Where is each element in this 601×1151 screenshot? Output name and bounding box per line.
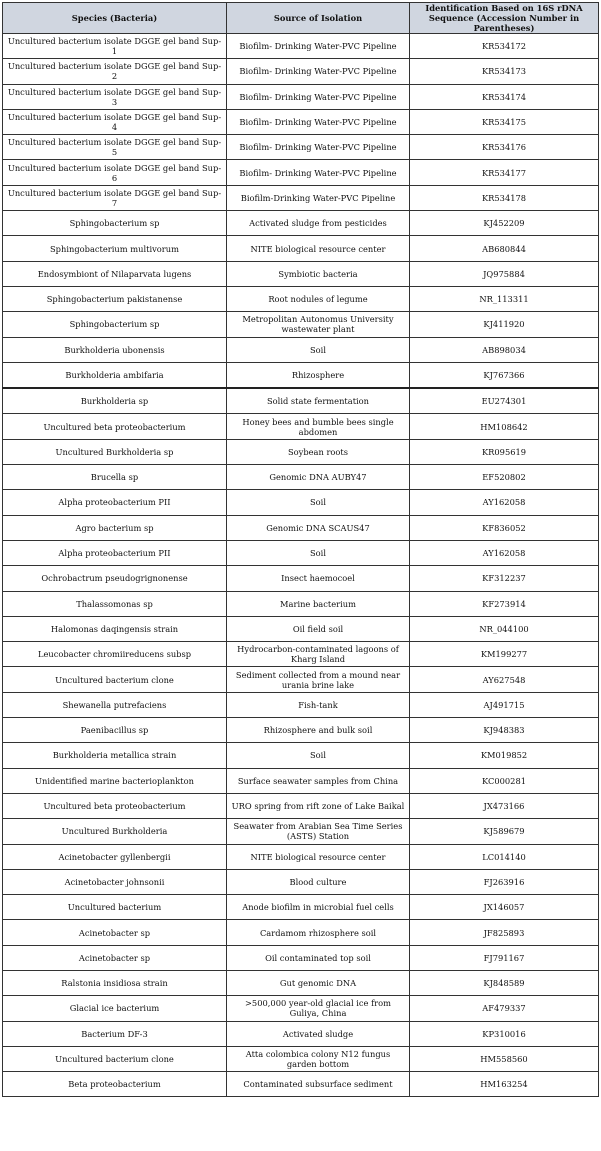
species-cell: Uncultured bacterium — [3, 895, 227, 920]
source-cell: Hydrocarbon-contaminated lagoons of Kharg Island — [227, 642, 410, 667]
accession-cell: KF312237 — [410, 566, 599, 591]
species-cell: Uncultured bacterium isolate DGGE gel band Sup-4 — [3, 109, 227, 134]
accession-cell: KM019852 — [410, 743, 599, 768]
accession-cell: KR534175 — [410, 109, 599, 134]
species-cell: Uncultured beta proteobacterium — [3, 414, 227, 439]
source-cell: Oil contaminated top soil — [227, 945, 410, 970]
source-cell: Solid state fermentation — [227, 388, 410, 414]
species-cell: Endosymbiont of Nilaparvata lugens — [3, 261, 227, 286]
accession-cell: KJ948383 — [410, 718, 599, 743]
species-cell: Ralstonia insidiosa strain — [3, 970, 227, 995]
species-cell: Sphingobacterium pakistanense — [3, 286, 227, 311]
source-cell: Metropolitan Autonomus University wastewater plant — [227, 312, 410, 337]
source-cell: Sediment collected from a mound near urania brine lake — [227, 667, 410, 692]
source-cell: Contaminated subsurface sediment — [227, 1072, 410, 1097]
accession-cell: AY162058 — [410, 490, 599, 515]
accession-cell: EU274301 — [410, 388, 599, 414]
accession-cell: KR534173 — [410, 59, 599, 84]
table-row — [3, 743, 599, 768]
table-row — [3, 793, 599, 818]
source-cell: Biofilm- Drinking Water-PVC Pipeline — [227, 109, 410, 134]
accession-cell: AY627548 — [410, 667, 599, 692]
accession-cell: KR534178 — [410, 185, 599, 210]
table-row — [3, 185, 599, 210]
table-row — [3, 616, 599, 641]
species-cell: Uncultured bacterium isolate DGGE gel band Sup-1 — [3, 34, 227, 59]
table-row — [3, 388, 599, 414]
species-cell: Sphingobacterium multivorum — [3, 236, 227, 261]
source-cell: Genomic DNA SCAUS47 — [227, 515, 410, 540]
table-row — [3, 34, 599, 59]
source-cell: Soil — [227, 490, 410, 515]
accession-cell: AF479337 — [410, 996, 599, 1021]
table-row — [3, 768, 599, 793]
accession-cell: LC014140 — [410, 844, 599, 869]
table-row — [3, 667, 599, 692]
source-cell: Root nodules of legume — [227, 286, 410, 311]
header-identification: Identification Based on 16S rDNA Sequence (Accession Number in Parentheses) — [410, 3, 599, 34]
species-cell: Leucobacter chromiireducens subsp — [3, 642, 227, 667]
species-cell: Uncultured bacterium isolate DGGE gel band Sup-6 — [3, 160, 227, 185]
species-cell: Burkholderia sp — [3, 388, 227, 414]
table-row — [3, 540, 599, 565]
source-cell: NITE biological resource center — [227, 236, 410, 261]
table-row — [3, 844, 599, 869]
source-cell: Biofilm- Drinking Water-PVC Pipeline — [227, 135, 410, 160]
header-row — [3, 3, 599, 34]
table-row — [3, 211, 599, 236]
table-row — [3, 414, 599, 439]
table-row — [3, 312, 599, 337]
source-cell: Soil — [227, 743, 410, 768]
source-cell: Honey bees and bumble bees single abdomen — [227, 414, 410, 439]
accession-cell: FJ263916 — [410, 869, 599, 894]
source-cell: Genomic DNA AUBY47 — [227, 465, 410, 490]
table-row — [3, 895, 599, 920]
table-row — [3, 945, 599, 970]
table-row — [3, 996, 599, 1021]
table-row — [3, 718, 599, 743]
bacteria-table — [2, 2, 599, 1097]
table-row — [3, 566, 599, 591]
source-cell: Rhizosphere — [227, 362, 410, 388]
species-cell: Burkholderia metallica strain — [3, 743, 227, 768]
source-cell: Symbiotic bacteria — [227, 261, 410, 286]
source-cell: Cardamom rhizosphere soil — [227, 920, 410, 945]
species-cell: Acinetobacter johnsonii — [3, 869, 227, 894]
accession-cell: JX473166 — [410, 793, 599, 818]
accession-cell: KJ589679 — [410, 819, 599, 844]
source-cell: Gut genomic DNA — [227, 970, 410, 995]
accession-cell: KJ452209 — [410, 211, 599, 236]
table-header — [3, 3, 599, 34]
species-cell: Uncultured bacterium isolate DGGE gel band Sup-5 — [3, 135, 227, 160]
table-row — [3, 1046, 599, 1071]
table-row — [3, 160, 599, 185]
accession-cell: JQ975884 — [410, 261, 599, 286]
species-cell: Uncultured bacterium clone — [3, 1046, 227, 1071]
species-cell: Alpha proteobacterium PII — [3, 490, 227, 515]
table-row — [3, 362, 599, 388]
table-row — [3, 261, 599, 286]
species-cell: Shewanella putrefaciens — [3, 692, 227, 717]
accession-cell: AB680844 — [410, 236, 599, 261]
source-cell: Surface seawater samples from China — [227, 768, 410, 793]
table-row — [3, 591, 599, 616]
species-cell: Sphingobacterium sp — [3, 211, 227, 236]
source-cell: Anode biofilm in microbial fuel cells — [227, 895, 410, 920]
species-cell: Thalassomonas sp — [3, 591, 227, 616]
accession-cell: KJ411920 — [410, 312, 599, 337]
source-cell: Biofilm- Drinking Water-PVC Pipeline — [227, 34, 410, 59]
source-cell: URO spring from rift zone of Lake Baikal — [227, 793, 410, 818]
species-cell: Uncultured bacterium isolate DGGE gel band Sup-3 — [3, 84, 227, 109]
table-row — [3, 135, 599, 160]
table-row — [3, 109, 599, 134]
source-cell: Soybean roots — [227, 439, 410, 464]
species-cell: Uncultured bacterium isolate DGGE gel band Sup-7 — [3, 185, 227, 210]
accession-cell: NR_113311 — [410, 286, 599, 311]
species-cell: Acinetobacter sp — [3, 945, 227, 970]
species-cell: Unidentified marine bacterioplankton — [3, 768, 227, 793]
source-cell: Marine bacterium — [227, 591, 410, 616]
accession-cell: FJ791167 — [410, 945, 599, 970]
source-cell: Soil — [227, 540, 410, 565]
accession-cell: NR_044100 — [410, 616, 599, 641]
accession-cell: KM199277 — [410, 642, 599, 667]
table-row — [3, 286, 599, 311]
accession-cell: KR095619 — [410, 439, 599, 464]
table-row — [3, 439, 599, 464]
source-cell: Oil field soil — [227, 616, 410, 641]
species-cell: Paenibacillus sp — [3, 718, 227, 743]
source-cell: Biofilm-Drinking Water-PVC Pipeline — [227, 185, 410, 210]
species-cell: Uncultured bacterium clone — [3, 667, 227, 692]
header-species: Species (Bacteria) — [3, 3, 227, 34]
accession-cell: KJ767366 — [410, 362, 599, 388]
source-cell: Activated sludge from pesticides — [227, 211, 410, 236]
species-cell: Bacterium DF-3 — [3, 1021, 227, 1046]
source-cell: Atta colombica colony N12 fungus garden bottom — [227, 1046, 410, 1071]
species-cell: Burkholderia ambifaria — [3, 362, 227, 388]
table-row — [3, 1021, 599, 1046]
accession-cell: KR534177 — [410, 160, 599, 185]
species-cell: Agro bacterium sp — [3, 515, 227, 540]
accession-cell: EF520802 — [410, 465, 599, 490]
accession-cell: JF825893 — [410, 920, 599, 945]
table-row — [3, 970, 599, 995]
accession-cell: KF273914 — [410, 591, 599, 616]
accession-cell: AB898034 — [410, 337, 599, 362]
species-cell: Brucella sp — [3, 465, 227, 490]
table-row — [3, 515, 599, 540]
source-cell: Rhizosphere and bulk soil — [227, 718, 410, 743]
species-cell: Acinetobacter sp — [3, 920, 227, 945]
species-cell: Uncultured bacterium isolate DGGE gel band Sup-2 — [3, 59, 227, 84]
source-cell: Insect haemocoel — [227, 566, 410, 591]
table-row — [3, 59, 599, 84]
accession-cell: JX146057 — [410, 895, 599, 920]
table-row — [3, 692, 599, 717]
source-cell: Biofilm- Drinking Water-PVC Pipeline — [227, 84, 410, 109]
accession-cell: HM558560 — [410, 1046, 599, 1071]
table-row — [3, 490, 599, 515]
accession-cell: KF836052 — [410, 515, 599, 540]
species-cell: Uncultured beta proteobacterium — [3, 793, 227, 818]
species-cell: Glacial ice bacterium — [3, 996, 227, 1021]
source-cell: >500,000 year-old glacial ice from Guliya, China — [227, 996, 410, 1021]
accession-cell: KP310016 — [410, 1021, 599, 1046]
header-source: Source of Isolation — [227, 3, 410, 34]
source-cell: Biofilm- Drinking Water-PVC Pipeline — [227, 59, 410, 84]
accession-cell: AJ491715 — [410, 692, 599, 717]
accession-cell: AY162058 — [410, 540, 599, 565]
species-cell: Halomonas daqingensis strain — [3, 616, 227, 641]
table-row — [3, 84, 599, 109]
table-row — [3, 869, 599, 894]
table-row — [3, 465, 599, 490]
table-row — [3, 1072, 599, 1097]
species-cell: Burkholderia ubonensis — [3, 337, 227, 362]
source-cell: Biofilm- Drinking Water-PVC Pipeline — [227, 160, 410, 185]
accession-cell: HM163254 — [410, 1072, 599, 1097]
accession-cell: KJ848589 — [410, 970, 599, 995]
accession-cell: KR534174 — [410, 84, 599, 109]
species-cell: Acinetobacter gyllenbergii — [3, 844, 227, 869]
table-row — [3, 337, 599, 362]
table-row — [3, 236, 599, 261]
species-cell: Uncultured Burkholderia — [3, 819, 227, 844]
accession-cell: HM108642 — [410, 414, 599, 439]
table-row — [3, 642, 599, 667]
species-cell: Alpha proteobacterium PII — [3, 540, 227, 565]
source-cell: Activated sludge — [227, 1021, 410, 1046]
table-row — [3, 819, 599, 844]
table-body — [3, 34, 599, 1097]
species-cell: Sphingobacterium sp — [3, 312, 227, 337]
accession-cell: KR534172 — [410, 34, 599, 59]
accession-cell: KC000281 — [410, 768, 599, 793]
species-cell: Uncultured Burkholderia sp — [3, 439, 227, 464]
species-cell: Ochrobactrum pseudogrignonense — [3, 566, 227, 591]
source-cell: Soil — [227, 337, 410, 362]
species-cell: Beta proteobacterium — [3, 1072, 227, 1097]
accession-cell: KR534176 — [410, 135, 599, 160]
source-cell: Fish-tank — [227, 692, 410, 717]
source-cell: Blood culture — [227, 869, 410, 894]
source-cell: NITE biological resource center — [227, 844, 410, 869]
source-cell: Seawater from Arabian Sea Time Series (ASTS) Station — [227, 819, 410, 844]
table-row — [3, 920, 599, 945]
